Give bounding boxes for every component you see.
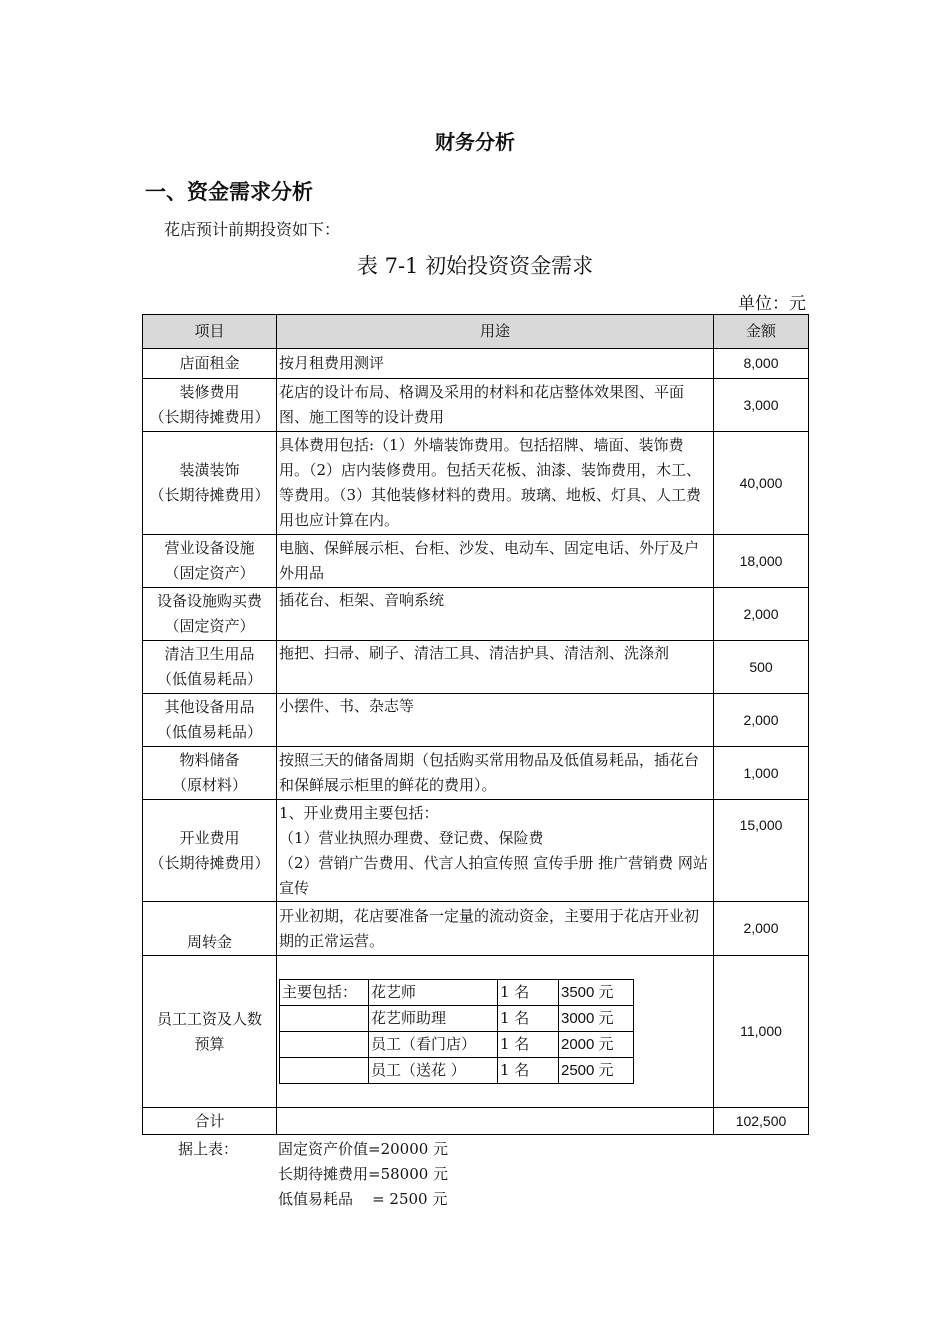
item-line: （长期待摊费用） [149, 408, 270, 426]
use-line: （2）营销广告费用、代言人拍宣传照 宣传手册 推广营销费 网站宣传 [279, 853, 708, 897]
staff-pay: 3000 元 [559, 1006, 634, 1032]
staff-lead: 主要包括： [280, 980, 369, 1006]
staff-list [279, 979, 634, 1084]
item-line: （固定资产） [164, 617, 255, 635]
item-cell [143, 379, 277, 432]
table-row [143, 902, 809, 956]
table-row [143, 349, 809, 379]
table-row [143, 800, 809, 902]
amount-cell: 40,000 [714, 432, 809, 535]
item-cell [143, 902, 277, 956]
amount-cell: 8,000 [714, 349, 809, 379]
use-cell [277, 535, 714, 588]
table-row [143, 641, 809, 694]
use-cell [277, 379, 714, 432]
use-line: 开业初期，花店要准备一定量的流动资金，主要用于花店开业初期的正常运营。 [279, 906, 700, 950]
use-line: 按照三天的储备周期（包括购买常用物品及低值易耗品，插花台和保鲜展示柜里的鲜花的费用）。 [279, 751, 700, 794]
table-row [143, 432, 809, 535]
item-cell [143, 432, 277, 535]
unit-label: 单位：元 [738, 294, 806, 314]
staff-pay: 3500 元 [559, 980, 634, 1006]
staff-role: 员工（看门店） [369, 1032, 498, 1058]
item-cell [143, 349, 277, 379]
staff-role: 花艺师 [369, 980, 498, 1006]
table-caption: 表 7-1 初始投资资金需求 [356, 254, 594, 278]
item-cell [143, 588, 277, 641]
table-row [143, 535, 809, 588]
item-line: （低值易耗品） [156, 670, 262, 688]
item-cell [143, 535, 277, 588]
item-line: 清洁卫生用品 [164, 645, 255, 663]
amount-cell: 18,000 [714, 535, 809, 588]
item-cell [143, 641, 277, 694]
use-line: 花店的设计布局、格调及采用的材料和花店整体效果图、平面图、施工图等的设计费用 [279, 383, 685, 426]
note-line: 低值易耗品 = 2500 元 [278, 1190, 448, 1208]
use-cell [277, 641, 714, 694]
table-header-row [143, 315, 809, 349]
item-line: 员工工资及人数 [156, 1009, 262, 1028]
item-cell [143, 956, 277, 1108]
staff-use-cell [277, 956, 714, 1108]
staff-count: 1 名 [498, 1006, 559, 1032]
item-line: 其他设备用品 [164, 698, 255, 716]
use-cell [277, 800, 714, 902]
item-line: 设备设施购买费 [156, 592, 262, 610]
staff-entry [280, 1006, 634, 1032]
use-line: 插花台、柜架、音响系统 [279, 591, 445, 609]
table-row [143, 588, 809, 641]
use-line: 按月租费用测评 [279, 354, 385, 372]
staff-entry [280, 1058, 634, 1084]
table-row [143, 694, 809, 747]
note-line: 固定资产价值=20000 元 [278, 1140, 449, 1158]
use-cell [277, 432, 714, 535]
item-line: 开业费用 [179, 828, 240, 847]
amount-cell: 2,000 [714, 694, 809, 747]
use-cell [277, 747, 714, 800]
total-use-cell [277, 1108, 714, 1135]
item-line: （长期待摊费用） [149, 486, 270, 504]
use-line: 小摆件、书、杂志等 [279, 697, 415, 715]
item-line: 预算 [194, 1034, 225, 1053]
use-cell [277, 694, 714, 747]
item-line: 装修费用 [179, 383, 240, 401]
staff-count: 1 名 [498, 980, 559, 1006]
table-row-staff [143, 956, 809, 1108]
total-amount: 102,500 [714, 1108, 809, 1135]
staff-pay: 2500 元 [559, 1058, 634, 1084]
item-line: （低值易耗品） [156, 723, 262, 741]
item-line: 店面租金 [179, 354, 240, 372]
total-label: 合计 [143, 1108, 277, 1135]
notes-label: 据上表： [178, 1140, 239, 1158]
section-heading: 一、资金需求分析 [145, 180, 313, 204]
staff-entry [280, 1032, 634, 1058]
amount-cell: 11,000 [714, 956, 809, 1108]
page-title: 财务分析 [435, 130, 515, 154]
staff-count: 1 名 [498, 1032, 559, 1058]
notes-values [278, 1137, 448, 1212]
staff-pay: 2000 元 [559, 1032, 634, 1058]
use-line: （1）营业执照办理费、登记费、保险费 [279, 828, 544, 847]
item-cell [143, 800, 277, 902]
note-line: 长期待摊费用=58000 元 [278, 1165, 449, 1183]
use-line: 电脑、保鲜展示柜、台柜、沙发、电动车、固定电话、外厅及户外用品 [279, 539, 700, 582]
item-cell [143, 747, 277, 800]
item-line: （长期待摊费用） [149, 853, 270, 872]
table-row [143, 379, 809, 432]
header-amount: 金额 [714, 315, 809, 349]
staff-role: 员工（送花 ） [369, 1058, 498, 1084]
investment-table [142, 314, 809, 1135]
item-line: 物料储备 [179, 751, 240, 769]
item-line: 营业设备设施 [164, 539, 255, 557]
amount-cell: 3,000 [714, 379, 809, 432]
item-line: 周转金 [186, 933, 232, 951]
header-item: 项目 [143, 315, 277, 349]
header-use: 用途 [277, 315, 714, 349]
total-row [143, 1108, 809, 1135]
item-line: （固定资产） [164, 564, 255, 582]
staff-entry [280, 980, 634, 1006]
item-line: 装潢装饰 [179, 461, 240, 479]
staff-role: 花艺师助理 [369, 1006, 498, 1032]
item-line: （原材料） [171, 776, 247, 794]
amount-cell: 2,000 [714, 588, 809, 641]
amount-cell: 15,000 [714, 800, 809, 902]
use-line: 具体费用包括:（1）外墙装饰费用。包括招牌、墙面、装饰费用。（2）店内装修费用。包括天花板、油漆、装饰费用，木工、等费用。（3）其他装修材料的费用。玻璃、地板、灯具、人工费用也应计算在内。 [279, 436, 702, 529]
intro-text: 花店预计前期投资如下： [164, 220, 341, 239]
table-row [143, 747, 809, 800]
staff-count: 1 名 [498, 1058, 559, 1084]
use-line: 1、开业费用主要包括： [279, 803, 439, 822]
amount-cell: 2,000 [714, 902, 809, 956]
use-cell [277, 588, 714, 641]
use-cell [277, 902, 714, 956]
use-line: 拖把、扫帚、刷子、清洁工具、清洁护具、清洁剂、洗涤剂 [279, 644, 670, 662]
use-cell [277, 349, 714, 379]
item-cell [143, 694, 277, 747]
amount-cell: 500 [714, 641, 809, 694]
amount-cell: 1,000 [714, 747, 809, 800]
